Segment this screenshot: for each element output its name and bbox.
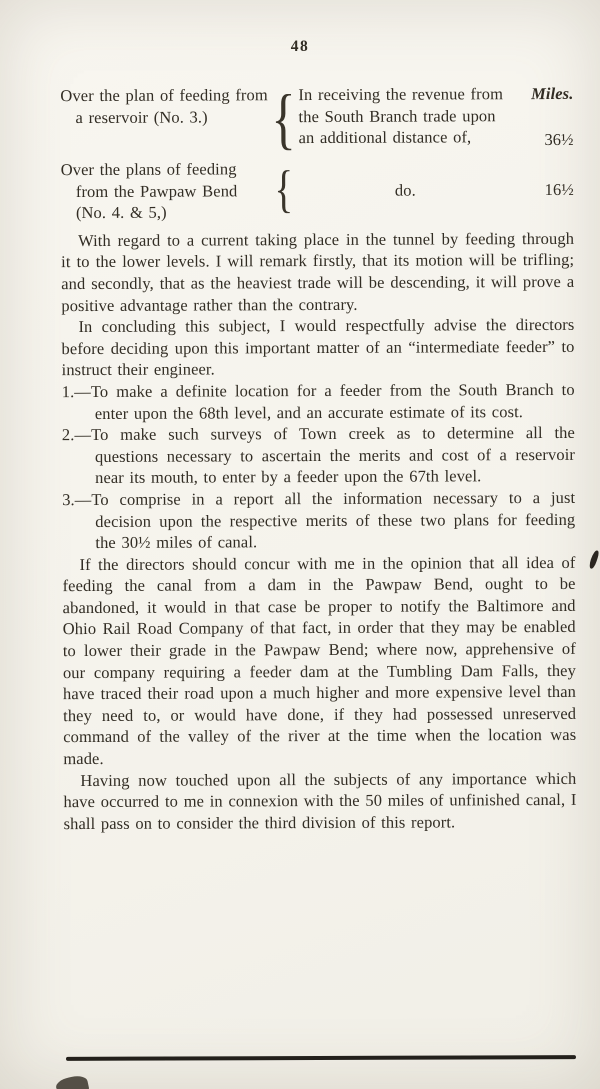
row-benefit-text: In receiving the revenue from the South Branch trade upon an additional distance of, (298, 84, 504, 148)
row-plan-label: Over the plan of feeding from a reservoir (No. 3.) (60, 85, 268, 127)
left-brace: { (271, 80, 296, 157)
miles-column-header: Miles. (531, 83, 574, 104)
paragraph: In concluding this subject, I would respectfully advise the directors before deciding upon this important matter of an “intermediate feeder” to instruct their engineer. (61, 315, 575, 380)
paragraph: Having now touched upon all the subjects of any importance which have occurred to me in connexion with the 50 miles of unfinished canal, I shall pass on to consider the third division of this report. (63, 768, 577, 833)
list-item: 1.—To make a definite location for a feeder from the South Branch to enter upon the 68th level, and an accurate estimate of its cost. (61, 379, 575, 423)
paragraph: With regard to a current taking place in the tunnel by feeding through it to the lower levels. I will remark firstly, that its motion will be trifling; and secondly, that as the heaviest trade will be descending, it will prove a positive advantage rather than the contrary. (61, 228, 575, 315)
ink-smudge-right-edge (588, 550, 600, 570)
list-item: 2.—To make such surveys of Town creek as to determine all the questions necessary to ascertain the merits and cost of a reservoir near its mouth, to enter by a feeder upon the 67th level. (61, 423, 576, 488)
ink-smudge-bottom-left (55, 1074, 90, 1089)
miles-value: 16½ (544, 179, 574, 199)
left-brace: { (274, 161, 294, 219)
scan-artifact-bottom-line (66, 1055, 576, 1061)
list-item: 3.—To comprise in a report all the information necessary to a just decision upon the respective merits of these two plans for feeding the 30½ miles of canal. (62, 487, 576, 553)
row-miles-cell (511, 83, 573, 151)
feeding-table-row (60, 80, 574, 157)
page-content (60, 80, 577, 835)
feeding-table-row (61, 157, 574, 224)
miles-value: 36½ (544, 130, 574, 150)
row-benefit-text: do. (394, 180, 416, 200)
page-number: 48 (290, 38, 310, 55)
row-plan-label: Over the plans of feeding from the Pawpaw Bend (No. 4. & 5,) (60, 159, 238, 223)
row-miles-cell (512, 157, 574, 222)
paragraph: If the directors should concur with me in the opinion that all idea of feeding the canal from a dam in the Pawpaw Bend, ought to be abandoned, it would in that case be proper to notify the Baltimore and Ohio Rail Road Company of that fact, in order that they may be enabled to lower their grade in the Pawpaw Bend; where now, apprehensive of our company requiring a feeder dam at the Tumbling Dam Falls, they have traced their road upon a much higher and more expensive level than they need to, or would have done, if they had possessed unreserved command of the valley of the river at the time when the location was made. (62, 552, 577, 769)
